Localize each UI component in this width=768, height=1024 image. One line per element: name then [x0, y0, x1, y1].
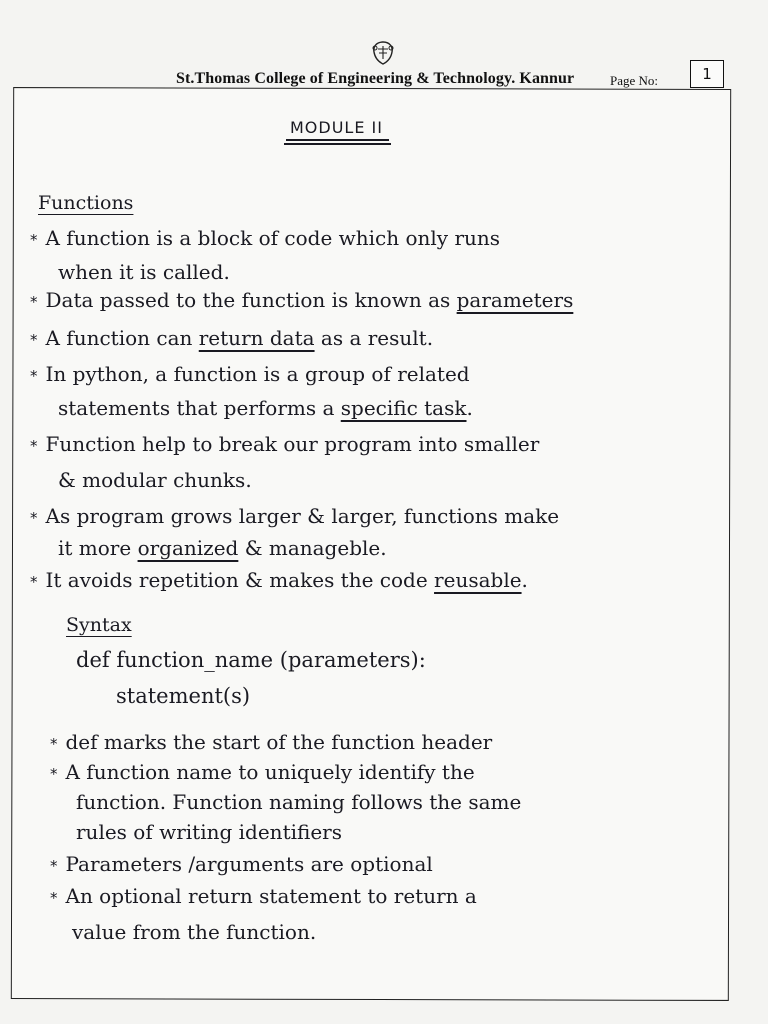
title-underline-second [284, 143, 391, 145]
note-line: * A function name to uniquely identify the [50, 760, 475, 784]
bullet-star-icon: * [50, 857, 58, 875]
page-number: 1 [702, 65, 712, 83]
bullet-star-icon: * [30, 231, 38, 249]
note-line: * In python, a function is a group of related [30, 362, 470, 386]
note-line: function. Function naming follows the same [76, 790, 522, 814]
underlined-term: organized [137, 536, 239, 560]
bullet-star-icon: * [30, 573, 38, 591]
syntax-code-line: statement(s) [116, 684, 251, 708]
note-line: rules of writing identifiers [76, 820, 342, 844]
underlined-term: return data [198, 326, 315, 350]
note-line: & modular chunks. [58, 468, 252, 492]
module-title-text: MODULE II [290, 118, 383, 137]
note-line: * Parameters /arguments are optional [50, 852, 433, 876]
note-line: * It avoids repetition & makes the code reusable. [30, 568, 528, 592]
note-line: * An optional return statement to return a [50, 884, 477, 908]
bullet-star-icon: * [30, 293, 38, 311]
functions-heading: Functions [38, 192, 134, 214]
underlined-term: parameters [456, 288, 574, 312]
note-line: when it is called. [58, 260, 230, 284]
note-line: * A function is a block of code which only runs [30, 226, 501, 250]
college-name: St.Thomas College of Engineering & Technology. Kannur [176, 70, 575, 87]
note-line: * Data passed to the function is known as parameters [30, 288, 574, 312]
note-line: * A function can return data as a result. [30, 326, 434, 350]
page-number-box [690, 60, 724, 88]
underlined-term: specific task [340, 396, 467, 420]
bullet-star-icon: * [30, 367, 38, 385]
module-title [290, 118, 383, 137]
bullet-star-icon: * [30, 509, 38, 527]
bullet-star-icon: * [30, 331, 38, 349]
syntax-heading: Syntax [66, 614, 132, 636]
note-line: * Function help to break our program into smaller [30, 432, 540, 456]
bullet-star-icon: * [50, 889, 58, 907]
note-line: * As program grows larger & larger, functions make [30, 504, 560, 528]
college-crest-icon [368, 40, 398, 66]
title-underline [286, 139, 389, 141]
bullet-star-icon: * [50, 765, 58, 783]
syntax-code-line: def function_name (parameters): [76, 648, 426, 672]
note-line: statements that performs a specific task. [58, 396, 473, 420]
bullet-star-icon: * [30, 437, 38, 455]
note-line: * def marks the start of the function header [50, 730, 493, 754]
underlined-term: reusable [434, 568, 522, 592]
bullet-star-icon: * [50, 735, 58, 753]
note-line: it more organized & manageble. [58, 536, 387, 560]
note-line: value from the function. [72, 920, 317, 944]
page-number-label: Page No: [610, 73, 659, 88]
